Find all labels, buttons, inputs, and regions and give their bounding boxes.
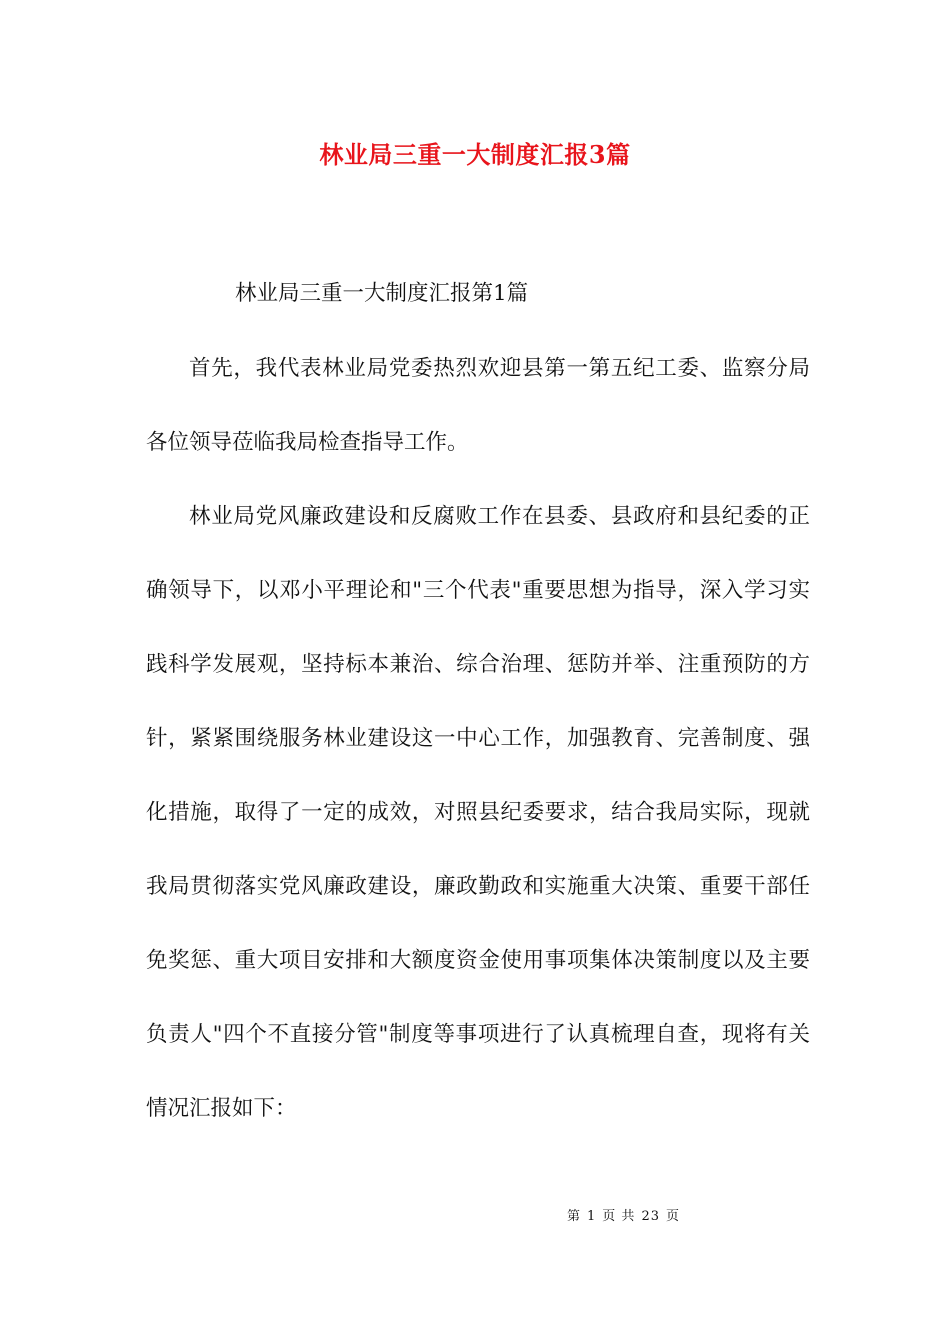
footer-middle: 页 共 — [602, 1209, 636, 1224]
paragraph-1-block — [146, 332, 810, 480]
footer-total-pages: 23 — [641, 1209, 660, 1224]
document-title: 林业局三重一大制度汇报3篇 — [319, 140, 631, 169]
page-footer — [567, 1207, 686, 1227]
footer-prefix: 第 — [567, 1209, 582, 1224]
paragraph-2-block — [146, 480, 810, 1146]
section-heading: 林业局三重一大制度汇报第1篇 — [235, 281, 529, 306]
footer-current-page: 1 — [587, 1209, 597, 1224]
footer-suffix: 页 — [665, 1209, 680, 1224]
paragraph-2: 林业局党风廉政建设和反腐败工作在县委、县政府和县纪委的正确领导下，以邓小平理论和"三个代表"重要思想为指导，深入学习实践科学发展观，坚持标本兼治、综合治理、惩防并举、注重预防的方针，紧紧围绕服务林业建设这一中心工作，加强教育、完善制度、强化措施，取得了一定的成效，对照县纪委要求，结合我局实际，现就我局贯彻落实党风廉政建设，廉政勤政和实施重大决策、重要干部任免奖惩、重大项目安排和大额度资金使用事项集体决策制度以及主要负责人"四个不直接分管"制度等事项进行了认真梳理自查，现将有关情况汇报如下： — [146, 504, 810, 1121]
paragraph-1: 首先，我代表林业局党委热烈欢迎县第一第五纪工委、监察分局各位领导莅临我局检查指导工作。 — [146, 356, 810, 455]
